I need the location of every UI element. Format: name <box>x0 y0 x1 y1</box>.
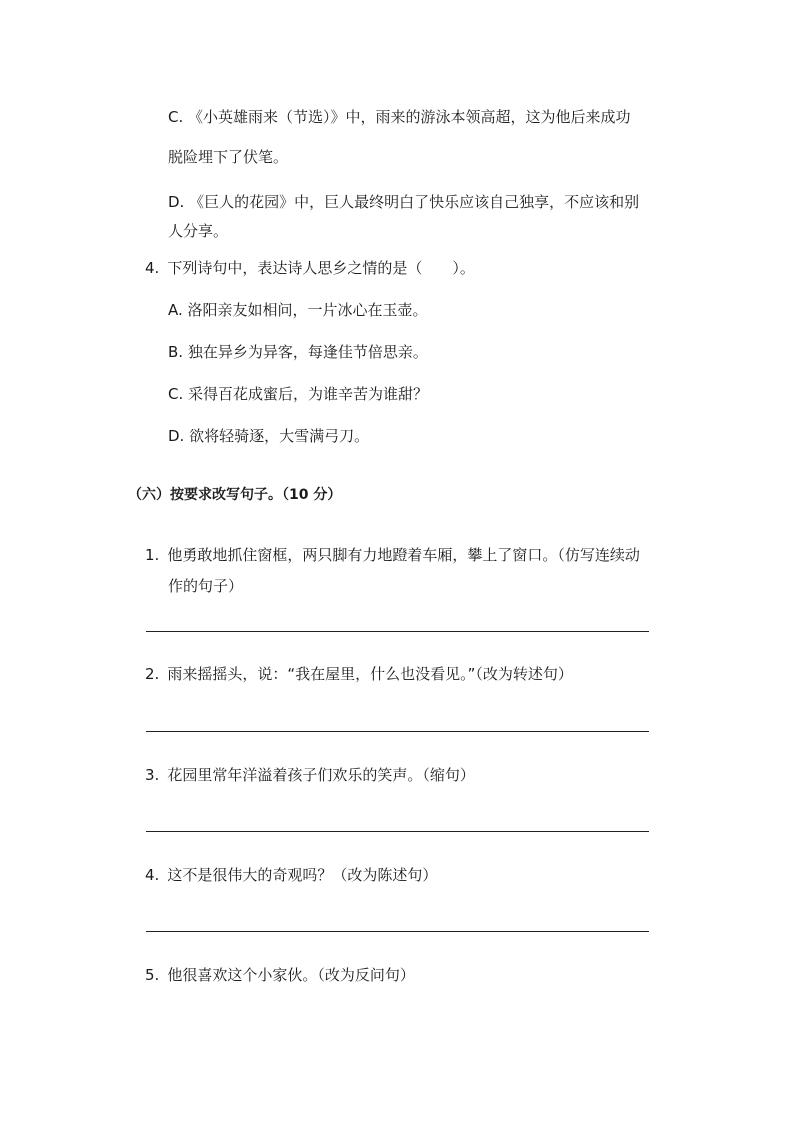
answer-line-3[interactable] <box>146 831 649 832</box>
answer-line-2[interactable] <box>146 731 649 732</box>
rewrite-item-1-number: 1. <box>145 546 160 564</box>
question-4-text: 下列诗句中，表达诗人思乡之情的是（ ）。 <box>167 259 475 277</box>
rewrite-item-1-line2: 作的句子） <box>168 577 244 595</box>
answer-line-1[interactable] <box>146 631 649 632</box>
option-c-line1: C. 《小英雄雨来（节选）》中，雨来的游泳本领高超，这为他后来成功 <box>168 108 631 126</box>
section-6-title: （六）按要求改写句子。（10 分） <box>128 487 342 503</box>
answer-line-4[interactable] <box>146 931 649 932</box>
question-4-option-b: B. 独在异乡为异客，每逢佳节倍思亲。 <box>168 343 428 361</box>
rewrite-item-1 <box>145 545 640 565</box>
question-4-option-c: C. 采得百花成蜜后，为谁辛苦为谁甜？ <box>168 385 429 403</box>
rewrite-item-4 <box>145 865 437 885</box>
rewrite-item-5-number: 5. <box>145 966 160 984</box>
rewrite-item-2 <box>145 664 573 684</box>
option-d-line1: D. 《巨人的花园》中，巨人最终明白了快乐应该自己独享，不应该和别 <box>168 193 640 211</box>
question-4-number: 4. <box>145 259 160 277</box>
rewrite-item-3-number: 3. <box>145 766 160 784</box>
rewrite-item-5 <box>145 965 415 985</box>
rewrite-item-2-number: 2. <box>145 665 160 683</box>
rewrite-item-1-text: 他勇敢地抓住窗框，两只脚有力地蹬着车厢，攀上了窗口。（仿写连续动 <box>167 546 640 564</box>
rewrite-item-5-text: 他很喜欢这个小家伙。（改为反问句） <box>167 966 415 984</box>
question-4-option-d: D. 欲将轻骑逐，大雪满弓刀。 <box>168 427 370 445</box>
rewrite-item-3 <box>145 765 475 785</box>
question-4-stem <box>145 258 475 278</box>
option-c-line2: 脱险埋下了伏笔。 <box>168 148 289 166</box>
question-4-option-a: A. 洛阳亲友如相问，一片冰心在玉壶。 <box>168 301 428 319</box>
rewrite-item-2-text: 雨来摇摇头，说：“我在屋里，什么也没看见。”（改为转述句） <box>167 665 573 683</box>
option-d-line2: 人分享。 <box>168 222 229 240</box>
rewrite-item-4-number: 4. <box>145 866 160 884</box>
rewrite-item-4-text: 这不是很伟大的奇观吗？（改为陈述句） <box>167 866 438 884</box>
rewrite-item-3-text: 花园里常年洋溢着孩子们欢乐的笑声。（缩句） <box>167 766 475 784</box>
